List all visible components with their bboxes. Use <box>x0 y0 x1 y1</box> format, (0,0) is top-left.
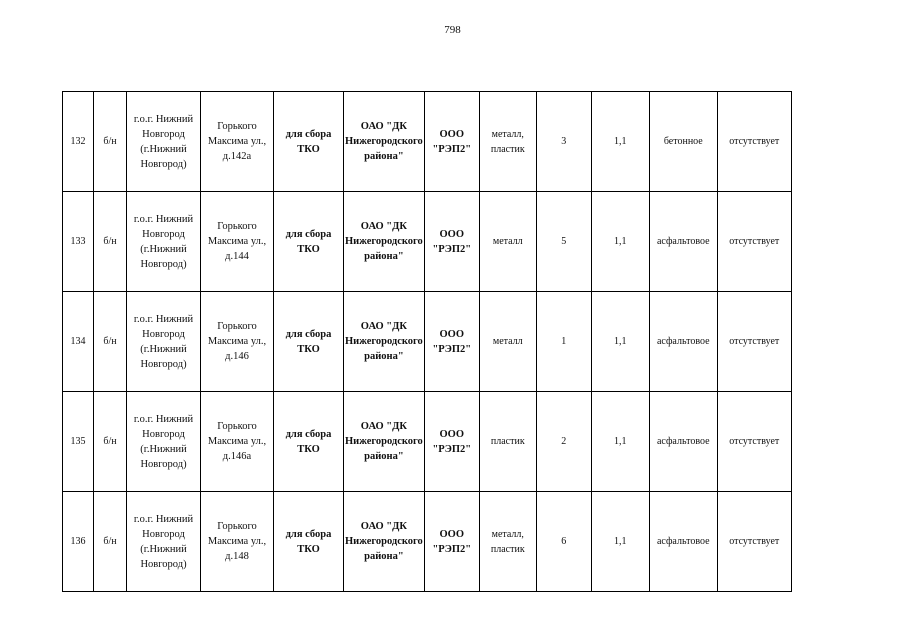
owner-cell <box>344 292 425 392</box>
site-number-cell <box>94 492 127 592</box>
table-row <box>63 392 792 492</box>
owner-cell <box>344 92 425 192</box>
container-count-cell-text: 1 <box>561 336 567 347</box>
locality-cell <box>127 392 201 492</box>
material-cell-text: металл <box>492 236 523 247</box>
row-index-cell <box>63 92 94 192</box>
purpose-cell <box>274 192 344 292</box>
container-volume-cell <box>591 492 649 592</box>
operator-cell <box>424 92 479 192</box>
material-cell <box>479 492 536 592</box>
container-volume-cell <box>591 92 649 192</box>
material-cell-text: пластик <box>490 436 525 447</box>
page-number: 798 <box>444 24 461 36</box>
owner-cell <box>344 192 425 292</box>
operator-cell-text: ООО "РЭП2" <box>432 228 472 255</box>
owner-cell-text: ОАО "ДК Нижегородского района" <box>345 121 423 162</box>
operator-cell-text: ООО "РЭП2" <box>432 528 472 555</box>
row-index-cell-text: 134 <box>70 336 86 347</box>
surface-type-cell <box>649 492 717 592</box>
locality-cell <box>127 192 201 292</box>
address-cell-text: Горького Максима ул., д.144 <box>207 221 267 262</box>
site-number-cell-text: б/н <box>103 236 117 247</box>
site-number-cell <box>94 392 127 492</box>
container-sites-table <box>62 91 792 592</box>
surface-type-cell <box>649 292 717 392</box>
purpose-cell <box>274 392 344 492</box>
container-count-cell-text: 6 <box>561 536 567 547</box>
operator-cell <box>424 292 479 392</box>
purpose-cell <box>274 292 344 392</box>
surface-type-cell-text: асфальтовое <box>656 436 710 447</box>
container-count-cell-text: 3 <box>561 136 567 147</box>
table-row <box>63 192 792 292</box>
row-index-cell <box>63 392 94 492</box>
operator-cell-text: ООО "РЭП2" <box>432 428 472 455</box>
locality-cell-text: г.о.г. Нижний Новгород (г.Нижний Новгород) <box>133 313 194 370</box>
fence-cell-text: отсутствует <box>729 136 780 147</box>
address-cell <box>201 192 274 292</box>
site-number-cell-text: б/н <box>103 536 117 547</box>
material-cell <box>479 392 536 492</box>
site-number-cell <box>94 292 127 392</box>
locality-cell <box>127 92 201 192</box>
fence-cell <box>717 92 791 192</box>
purpose-cell <box>274 92 344 192</box>
owner-cell-text: ОАО "ДК Нижегородского района" <box>345 221 423 262</box>
owner-cell-text: ОАО "ДК Нижегородского района" <box>345 521 423 562</box>
purpose-cell-text: для сбора ТКО <box>285 328 332 355</box>
fence-cell-text: отсутствует <box>729 436 780 447</box>
address-cell-text: Горького Максима ул., д.142а <box>207 121 267 162</box>
address-cell <box>201 392 274 492</box>
purpose-cell-text: для сбора ТКО <box>285 228 332 255</box>
surface-type-cell <box>649 92 717 192</box>
owner-cell <box>344 392 425 492</box>
purpose-cell <box>274 492 344 592</box>
material-cell <box>479 292 536 392</box>
owner-cell-text: ОАО "ДК Нижегородского района" <box>345 321 423 362</box>
container-volume-cell <box>591 392 649 492</box>
fence-cell <box>717 492 791 592</box>
address-cell-text: Горького Максима ул., д.146 <box>207 321 267 362</box>
locality-cell <box>127 292 201 392</box>
container-count-cell <box>536 192 591 292</box>
site-number-cell-text: б/н <box>103 136 117 147</box>
material-cell-text: металл <box>492 336 523 347</box>
locality-cell-text: г.о.г. Нижний Новгород (г.Нижний Новгород) <box>133 413 194 470</box>
purpose-cell-text: для сбора ТКО <box>285 528 332 555</box>
surface-type-cell-text: асфальтовое <box>656 336 710 347</box>
container-count-cell-text: 5 <box>561 236 567 247</box>
operator-cell <box>424 392 479 492</box>
purpose-cell-text: для сбора ТКО <box>285 428 332 455</box>
table-row <box>63 292 792 392</box>
container-volume-cell-text: 1,1 <box>614 536 627 547</box>
row-index-cell <box>63 292 94 392</box>
material-cell-text: металл, пластик <box>490 528 525 555</box>
address-cell <box>201 292 274 392</box>
container-count-cell <box>536 492 591 592</box>
surface-type-cell-text: асфальтовое <box>656 236 710 247</box>
surface-type-cell-text: бетонное <box>663 136 703 147</box>
fence-cell <box>717 292 791 392</box>
surface-type-cell <box>649 392 717 492</box>
material-cell-text: металл, пластик <box>490 128 525 155</box>
container-count-cell-text: 2 <box>561 436 567 447</box>
address-cell-text: Горького Максима ул., д.148 <box>207 521 267 562</box>
container-count-cell <box>536 292 591 392</box>
surface-type-cell <box>649 192 717 292</box>
table-row <box>63 492 792 592</box>
owner-cell-text: ОАО "ДК Нижегородского района" <box>345 421 423 462</box>
container-count-cell <box>536 92 591 192</box>
locality-cell-text: г.о.г. Нижний Новгород (г.Нижний Новгород) <box>133 213 194 270</box>
container-volume-cell-text: 1,1 <box>614 136 627 147</box>
address-cell-text: Горького Максима ул., д.146а <box>207 421 267 462</box>
table-body <box>63 92 792 592</box>
container-volume-cell-text: 1,1 <box>614 236 627 247</box>
container-volume-cell-text: 1,1 <box>614 436 627 447</box>
fence-cell-text: отсутствует <box>729 236 780 247</box>
row-index-cell-text: 136 <box>70 536 86 547</box>
fence-cell-text: отсутствует <box>729 536 780 547</box>
fence-cell <box>717 392 791 492</box>
row-index-cell-text: 135 <box>70 436 86 447</box>
site-number-cell <box>94 192 127 292</box>
owner-cell <box>344 492 425 592</box>
locality-cell <box>127 492 201 592</box>
material-cell <box>479 192 536 292</box>
site-number-cell-text: б/н <box>103 436 117 447</box>
row-index-cell <box>63 192 94 292</box>
locality-cell-text: г.о.г. Нижний Новгород (г.Нижний Новгород) <box>133 113 194 170</box>
operator-cell <box>424 192 479 292</box>
site-number-cell <box>94 92 127 192</box>
locality-cell-text: г.о.г. Нижний Новгород (г.Нижний Новгород) <box>133 513 194 570</box>
table-row <box>63 92 792 192</box>
operator-cell-text: ООО "РЭП2" <box>432 328 472 355</box>
address-cell <box>201 92 274 192</box>
fence-cell-text: отсутствует <box>729 336 780 347</box>
address-cell <box>201 492 274 592</box>
fence-cell <box>717 192 791 292</box>
row-index-cell-text: 133 <box>70 236 86 247</box>
surface-type-cell-text: асфальтовое <box>656 536 710 547</box>
container-volume-cell <box>591 192 649 292</box>
operator-cell <box>424 492 479 592</box>
row-index-cell <box>63 492 94 592</box>
row-index-cell-text: 132 <box>70 136 86 147</box>
material-cell <box>479 92 536 192</box>
purpose-cell-text: для сбора ТКО <box>285 128 332 155</box>
site-number-cell-text: б/н <box>103 336 117 347</box>
container-count-cell <box>536 392 591 492</box>
container-volume-cell-text: 1,1 <box>614 336 627 347</box>
container-volume-cell <box>591 292 649 392</box>
operator-cell-text: ООО "РЭП2" <box>432 128 472 155</box>
